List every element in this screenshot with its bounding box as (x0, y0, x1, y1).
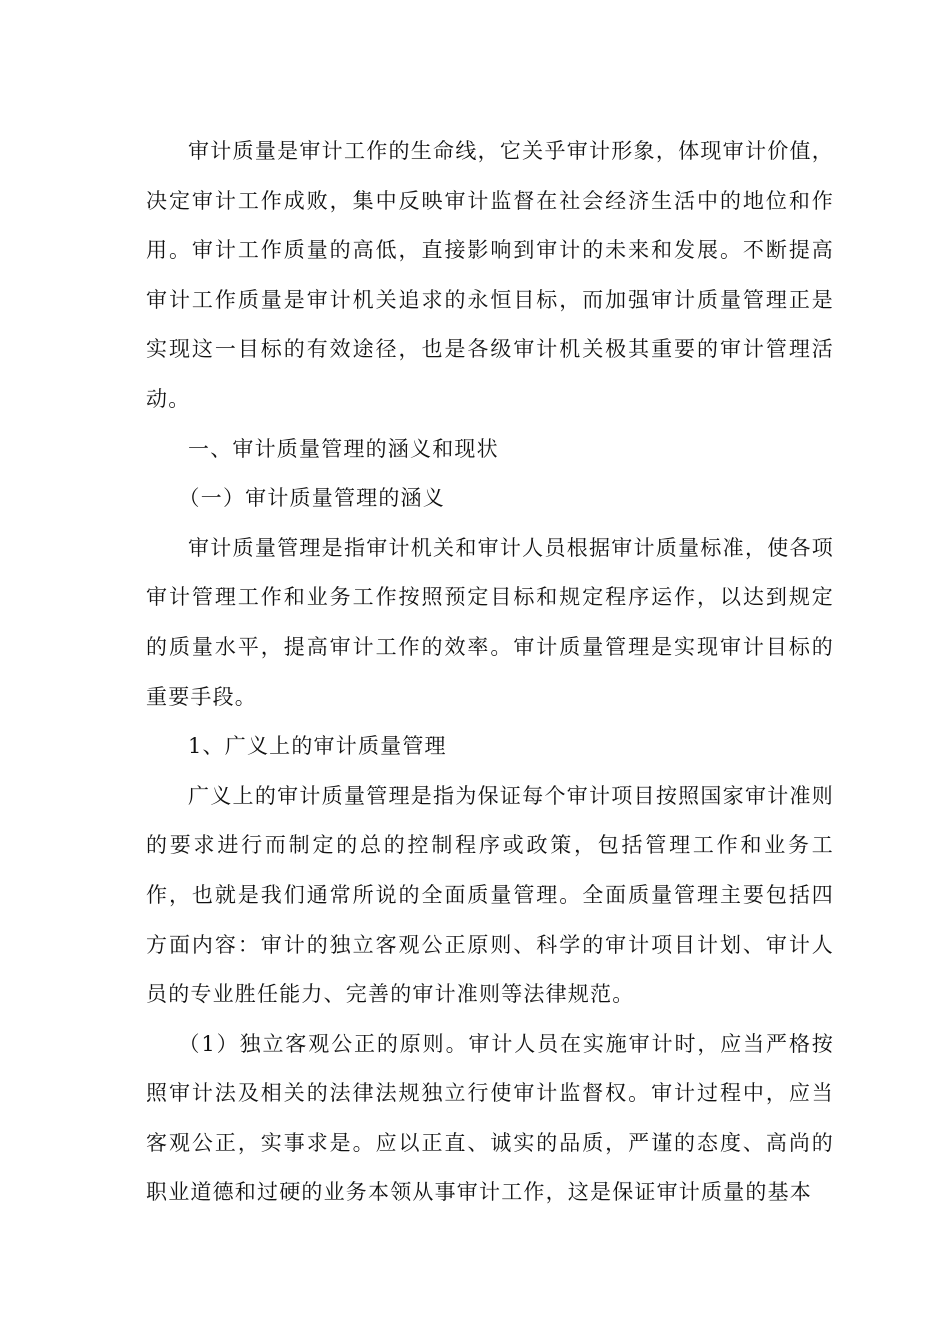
definition-paragraph: 审计质量管理是指审计机关和审计人员根据审计质量标准，使各项审计管理工作和业务工作按照预定目标和规定程序运作，以达到规定的质量水平，提高审计工作的效率。审计质量管理是实现审计目标的重要手段。 (146, 535, 834, 709)
principle-paragraph: （1）独立客观公正的原则。审计人员在实施审计时，应当严格按照审计法及相关的法律法规独立行使审计监督权。审计过程中，应当客观公正，实事求是。应以正直、诚实的品质，严谨的态度、高尚的职业道德和过硬的业务本领从事审计工作，这是保证审计质量的基本 (146, 1031, 834, 1205)
document-body (146, 127, 834, 1218)
point-heading: 1、广义上的审计质量管理 (188, 734, 447, 759)
section-heading: 一、审计质量管理的涵义和现状 (188, 436, 499, 461)
subsection-heading: （一）审计质量管理的涵义 (178, 486, 445, 511)
intro-paragraph: 审计质量是审计工作的生命线，它关乎审计形象，体现审计价值，决定审计工作成败，集中反映审计监督在社会经济生活中的地位和作用。审计工作质量的高低，直接影响到审计的未来和发展。不断提高审计工作质量是审计机关追求的永恒目标，而加强审计质量管理正是实现这一目标的有效途径，也是各级审计机关极其重要的审计管理活动。 (146, 139, 834, 411)
broad-definition-paragraph: 广义上的审计质量管理是指为保证每个审计项目按照国家审计准则的要求进行而制定的总的控制程序或政策，包括管理工作和业务工作，也就是我们通常所说的全面质量管理。全面质量管理主要包括四方面内容：审计的独立客观公正原则、科学的审计项目计划、审计人员的专业胜任能力、完善的审计准则等法律规范。 (146, 783, 834, 1007)
